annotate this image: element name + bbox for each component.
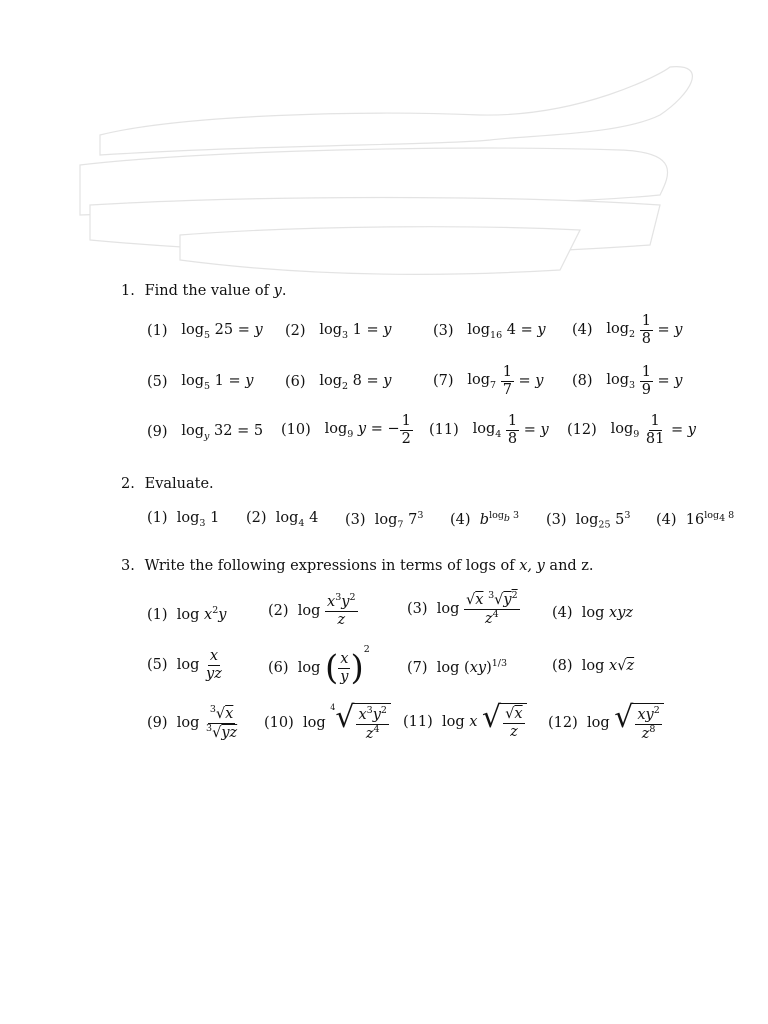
question-2-heading: 2. Evaluate. bbox=[121, 476, 214, 492]
q1-item-9: (9) $\log_y 32 = 5$ bbox=[147, 423, 264, 442]
q2-item-4: (4) $b^{log_b 3}$ bbox=[450, 510, 520, 528]
q1-item-5: (5) $\log_5 1 = y$ bbox=[147, 373, 254, 392]
q2-item-6: (4) $16^{log_4 8}$ bbox=[656, 510, 735, 528]
q2-item-1: (1) $\log_3 1$ bbox=[147, 510, 220, 529]
q1-item-8: (8) $\log_3$ $\frac{1}{9}$ = y bbox=[572, 364, 683, 398]
q3-item-10: (10) log 4 √ $\frac{x^3y^2}{z^4}$ bbox=[264, 703, 391, 742]
q1-item-7: (7) $\log_7$ $\frac{1}{7}$ = y bbox=[433, 364, 544, 398]
q2-item-5: (3) $\log_{25} 5^3$ bbox=[546, 510, 631, 531]
q3-item-7: (7) log (xy)$^{1/3}$ bbox=[407, 658, 508, 676]
q3-item-11: (11) log x √ $\frac{√x}{z}$ bbox=[403, 703, 527, 740]
q1-item-1: (1) $\log_5 25 = y$ bbox=[147, 322, 263, 341]
question-1-heading: 1. Find the value of y. bbox=[121, 283, 287, 299]
erased-title-area bbox=[60, 55, 740, 285]
q1-item-6: (6) $\log_2 8 = y$ bbox=[285, 373, 392, 392]
q1-item-11: (11) $\log_4$ $\frac{1}{8}$ = y bbox=[429, 413, 549, 447]
question-3-heading: 3. Write the following expressions in terms of logs of x, y and z. bbox=[121, 558, 594, 574]
q3-item-8: (8) log x√z bbox=[552, 658, 635, 674]
q2-item-2: (2) $\log_4 4$ bbox=[246, 510, 319, 529]
q3-item-12: (12) log √ $\frac{xy^2}{z^8}$ bbox=[548, 703, 664, 742]
q3-item-3: (3) log $\frac{√x ^3√y^2}{z^4}$ bbox=[407, 590, 518, 627]
q1-item-3: (3) $\log_{16} 4 = y$ bbox=[433, 322, 546, 341]
q3-item-2: (2) log $\frac{x^3y^2}{z}$ bbox=[268, 592, 356, 628]
q2-item-3: (3) $\log_7 7^3$ bbox=[345, 510, 424, 531]
q3-item-1: (1) $\log x^2y$ bbox=[147, 605, 227, 623]
q3-item-4: (4) log xyz bbox=[552, 605, 634, 621]
q3-item-5: (5) log $\frac{x}{yz}$ bbox=[147, 648, 222, 682]
q1-item-10: (10) $\log_9 y$ = − $\frac{1}{2}$ bbox=[281, 413, 411, 447]
q1-item-2: (2) $\log_3 1 = y$ bbox=[285, 322, 392, 341]
q1-item-12: (12) $\log_9$ $\frac{1}{81}$ = y bbox=[567, 413, 696, 447]
q1-item-4: (4) $\log_2$ $\frac{1}{8}$ = y bbox=[572, 313, 683, 347]
q3-item-9: (9) log $\frac{^3√x}{^3√yz}$ bbox=[147, 704, 238, 741]
q3-item-6: (6) log ( $\frac{x}{y}$ )$^2$ bbox=[268, 644, 370, 688]
